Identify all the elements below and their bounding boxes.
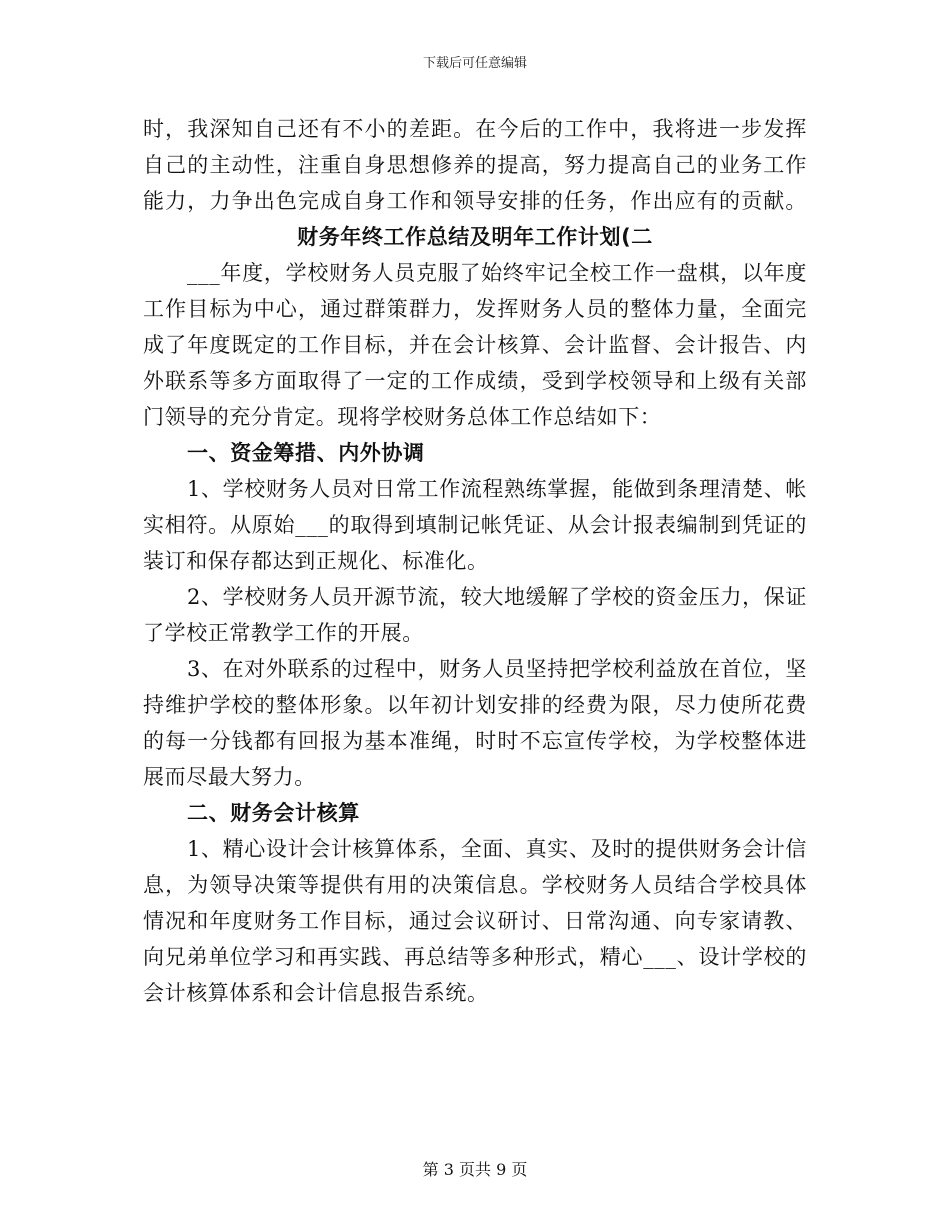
paragraph-line: 的每一分钱都有回报为基本准绳，时时不忘宣传学校，为学校整体进 (143, 729, 807, 753)
paragraph-line: 1、精心设计会计核算体系，全面、真实、及时的提供财务会计信 (187, 837, 807, 861)
document-body (143, 111, 807, 1011)
section-title: 财务年终工作总结及明年工作计划(二 (297, 225, 653, 249)
paragraph-line: ___年度，学校财务人员克服了始终牢记全校工作一盘棋，以年度 (187, 261, 807, 285)
paragraph-line: 装订和保存都达到正规化、标准化。 (143, 549, 489, 573)
paragraph-line: 自己的主动性，注重自身思想修养的提高，努力提高自己的业务工作 (143, 153, 807, 177)
paragraph-line: 会计核算体系和会计信息报告系统。 (143, 981, 489, 1005)
section-heading: 二、财务会计核算 (187, 801, 360, 825)
paragraph-line: 3、在对外联系的过程中，财务人员坚持把学校利益放在首位，坚 (187, 657, 807, 681)
paragraph-line: 向兄弟单位学习和再实践、再总结等多种形式，精心___、设计学校的 (143, 945, 807, 969)
paragraph-line: 门领导的充分肯定。现将学校财务总体工作总结如下： (143, 405, 662, 429)
page-header: 下载后可任意编辑 (422, 56, 527, 71)
paragraph-line: 实相符。从原始___的取得到填制记帐凭证、从会计报表编制到凭证的 (143, 513, 807, 537)
paragraph-line: 时，我深知自己还有不小的差距。在今后的工作中，我将进一步发挥 (143, 117, 807, 141)
paragraph-line: 2、学校财务人员开源节流，较大地缓解了学校的资金压力，保证 (187, 585, 807, 609)
paragraph-line: 能力，力争出色完成自身工作和领导安排的任务，作出应有的贡献。 (143, 189, 807, 213)
paragraph-line: 成了年度既定的工作目标，并在会计核算、会计监督、会计报告、内 (143, 333, 807, 357)
paragraph-line: 了学校正常教学工作的开展。 (143, 621, 424, 645)
paragraph-line: 工作目标为中心，通过群策群力，发挥财务人员的整体力量，全面完 (143, 297, 807, 321)
paragraph-line: 1、学校财务人员对日常工作流程熟练掌握，能做到条理清楚、帐 (187, 477, 807, 501)
paragraph-line: 展而尽最大努力。 (143, 765, 316, 789)
paragraph-line: 持维护学校的整体形象。以年初计划安排的经费为限，尽力使所花费 (143, 693, 807, 717)
paragraph-line: 外联系等多方面取得了一定的工作成绩，受到学校领导和上级有关部 (143, 369, 807, 393)
section-heading: 一、资金筹措、内外协调 (187, 441, 425, 465)
paragraph-line: 息，为领导决策等提供有用的决策信息。学校财务人员结合学校具体 (143, 873, 807, 897)
page-number: 第 3 页共 9 页 (422, 1160, 528, 1179)
paragraph-line: 情况和年度财务工作目标，通过会议研讨、日常沟通、向专家请教、 (143, 909, 807, 933)
